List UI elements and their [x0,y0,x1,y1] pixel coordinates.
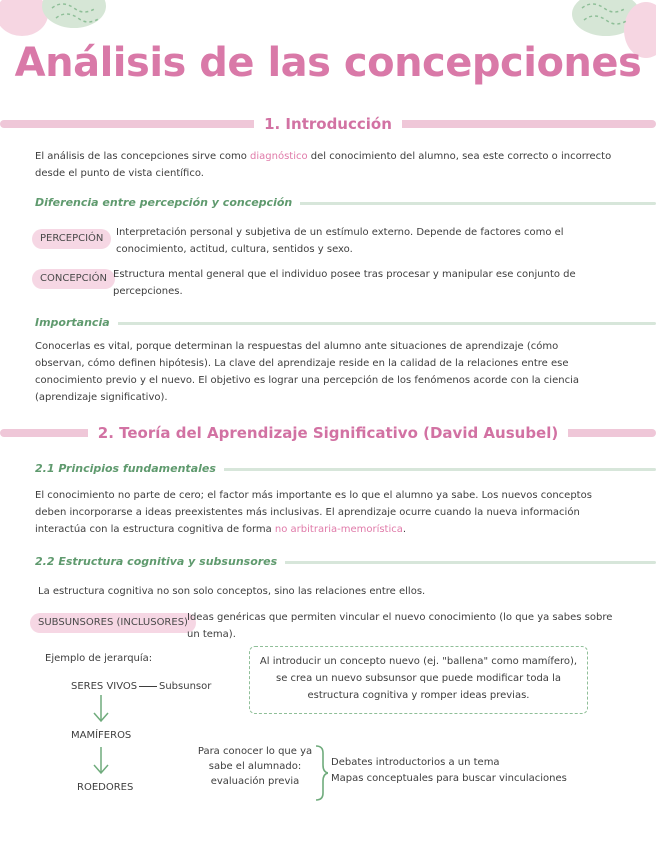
page-title: Análisis de las concepciones [14,40,642,86]
know-item: Mapas conceptuales para buscar vinculaciones [331,773,567,784]
hierarchy-seres-vivos: SERES VIVOS [71,681,138,692]
highlight-no-arbitraria: no arbitraria-memorística [274,524,403,535]
connector-line [139,686,157,687]
hierarchy-roedores: ROEDORES [77,782,134,793]
section-heading-text: 2. Teoría del Aprendizaje Significativo (David Ausubel) [88,424,568,442]
example-note-text: Al introducir un concepto nuevo (ej. "ballena" como mamífero), se crea un nuevo subsunsor que puede modificar toda la estructura cognitiva y romper ideas previas. [259,656,578,701]
brace-icon [314,744,328,802]
subheading-importancia: Importancia [35,314,656,332]
structure-paragraph: La estructura cognitiva no son solo conceptos, sino las relaciones entre ellos. [38,586,426,597]
subheading-diferencia: Diferencia entre percepción y concepción [35,194,656,212]
subheading-principios: 2.1 Principios fundamentales [35,460,656,478]
intro-paragraph: El análisis de las concepciones sirve como diagnóstico del conocimiento del alumno, sea este correcto o incorrecto desde el punto de vista científico. [35,151,612,179]
importance-paragraph: Conocerlas es vital, porque determinan la respuestas del alumno ante situaciones de aprendizaje (cómo observan, cómo definen hipótesis). La clave del aprendizaje reside en la calidad de la relaciones entre ese conocimiento previo y el nuevo. El objetivo es lograr una percepción de los fenómenos acorde con la ciencia (aprendizaje significativo). [35,341,579,403]
principles-paragraph: El conocimiento no parte de cero; el factor más importante es lo que el alumno ya sabe. Los nuevos conceptos deben incorporarse a ideas preexistentes más inclusivas. El aprendizaje ocurre cuando la nueva información interactúa con la estructura cognitiva de forma no arbitraria-memorística. [35,490,592,535]
definition-concepcion: Estructura mental general que el individuo posee tras procesar y manipular ese conjunto de percepciones. [113,269,576,297]
definition-percepcion: Interpretación personal y subjetiva de un estímulo externo. Depende de factores como el conocimiento, actitud, cultura, sentidos y sexo. [116,227,564,255]
know-label: Para conocer lo que ya sabe el alumnado: evaluación previa [197,746,313,787]
know-item: Debates introductorios a un tema [331,757,500,768]
highlight-diagnostico: diagnóstico [250,151,308,162]
term-concepcion: CONCEPCIÓN [32,269,115,289]
corner-decoration-left [0,0,110,40]
section-heading-teoria [0,422,656,444]
term-percepcion: PERCEPCIÓN [32,229,111,249]
arrow-down-icon [92,746,110,776]
section-heading-introduccion [0,113,656,135]
example-label: Ejemplo de jerarquía: [45,653,153,664]
subheading-estructura: 2.2 Estructura cognitiva y subsunsores [35,553,656,571]
hierarchy-mamiferos: MAMÍFEROS [71,730,132,741]
example-note-box [249,646,588,714]
definition-subsunsores: Ideas genéricas que permiten vincular el nuevo conocimiento (lo que ya sabes sobre un tema). [187,612,613,640]
section-heading-text: 1. Introducción [254,115,402,133]
subsunsor-tag: Subsunsor [159,681,212,692]
arrow-down-icon [92,694,110,724]
term-subsunsores: SUBSUNSORES (INCLUSORES) [30,613,196,633]
